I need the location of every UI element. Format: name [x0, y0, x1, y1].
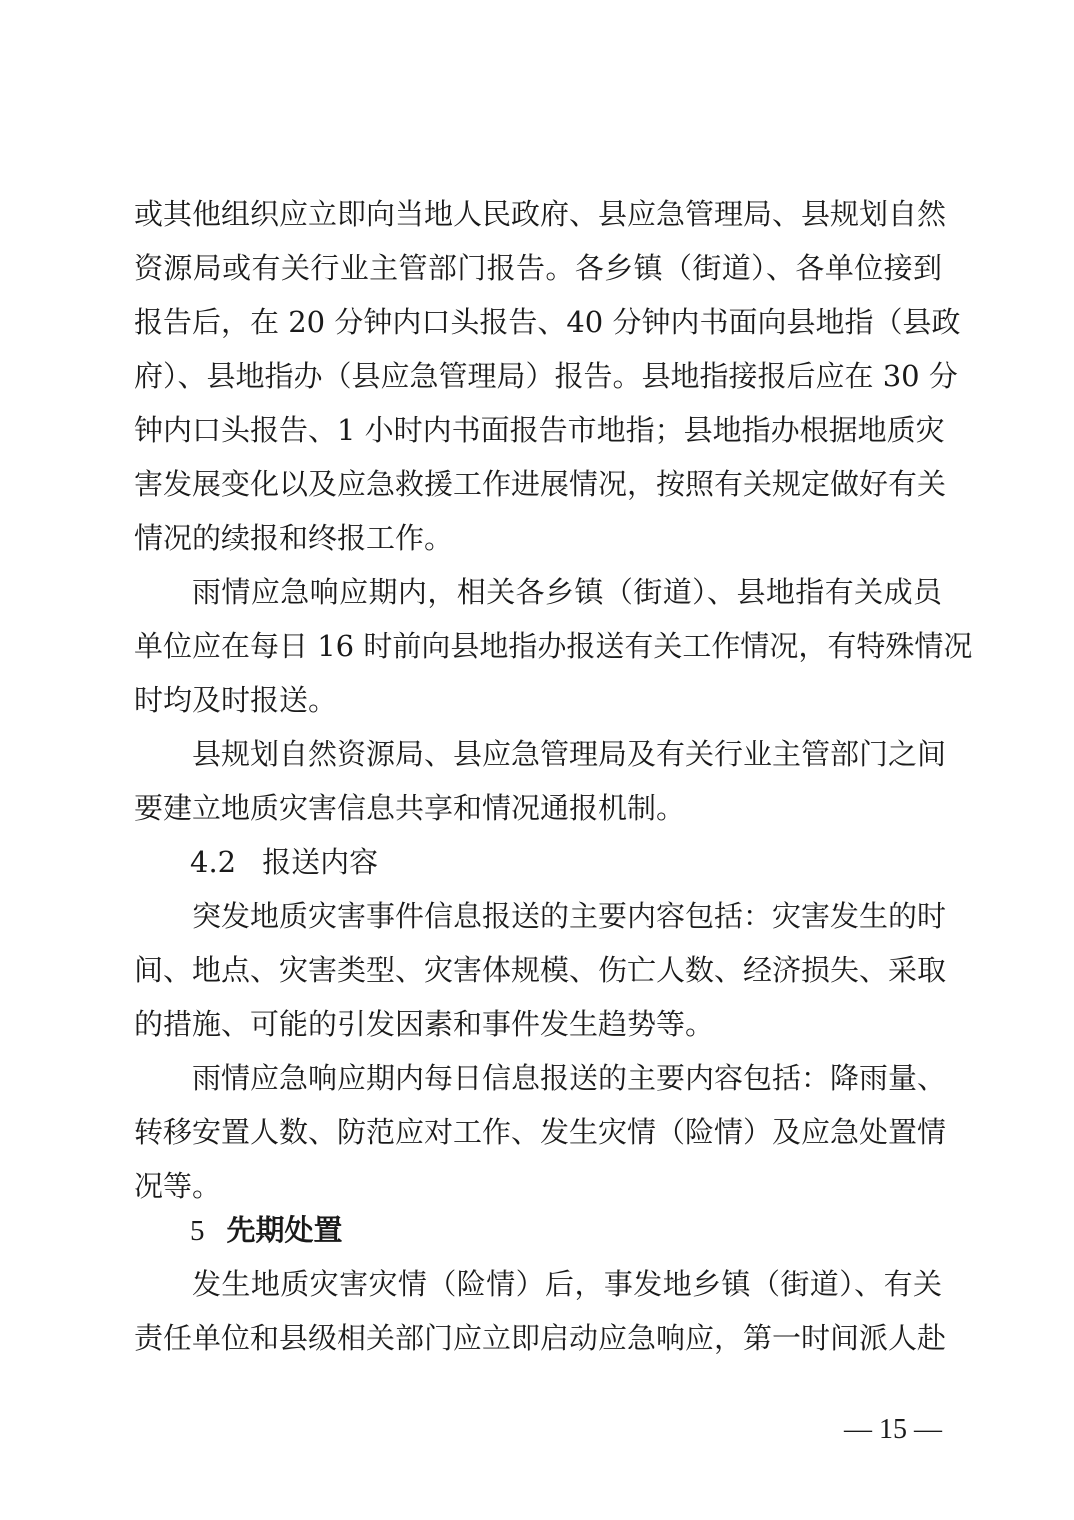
body-line: 钟内口头报告、1 小时内书面报告市地指；县地指办根据地质灾	[134, 413, 945, 447]
body-line: 雨情应急响应期内每日信息报送的主要内容包括：降雨量、	[192, 1061, 947, 1095]
page-number: — 15 —	[844, 1414, 942, 1445]
body-line: 情况的续报和终报工作。	[134, 521, 454, 555]
section-heading-5	[190, 1203, 343, 1257]
section-title: 先期处置	[226, 1213, 343, 1247]
body-line: 发生地质灾害灾情（险情）后，事发地乡镇（街道）、有关	[192, 1267, 942, 1301]
body-line: 时均及时报送。	[134, 683, 338, 717]
body-line: 资源局或有关行业主管部门报告。各乡镇（街道）、各单位接到	[134, 251, 942, 285]
body-line: 或其他组织应立即向当地人民政府、县应急管理局、县规划自然	[134, 197, 947, 231]
body-line: 责任单位和县级相关部门应立即启动应急响应，第一时间派人赴	[134, 1321, 947, 1355]
body-line: 县规划自然资源局、县应急管理局及有关行业主管部门之间	[192, 737, 947, 771]
body-line: 报告后，在 20 分钟内口头报告、40 分钟内书面向县地指（县政	[134, 305, 961, 339]
body-line: 突发地质灾害事件信息报送的主要内容包括：灾害发生的时	[192, 899, 947, 933]
body-line: 要建立地质灾害信息共享和情况通报机制。	[134, 791, 686, 825]
body-line: 单位应在每日 16 时前向县地指办报送有关工作情况，有特殊情况	[134, 629, 973, 663]
body-line: 府）、县地指办（县应急管理局）报告。县地指接报后应在 30 分	[134, 359, 958, 393]
body-line: 间、地点、灾害类型、灾害体规模、伤亡人数、经济损失、采取	[134, 953, 947, 987]
body-line: 的措施、可能的引发因素和事件发生趋势等。	[134, 1007, 715, 1041]
section-number: 5	[190, 1215, 205, 1247]
section-number: 4.2	[190, 845, 237, 879]
body-line: 雨情应急响应期内，相关各乡镇（街道）、县地指有关成员	[192, 575, 942, 609]
body-line: 害发展变化以及应急救援工作进展情况，按照有关规定做好有关	[134, 467, 947, 501]
body-line: 转移安置人数、防范应对工作、发生灾情（险情）及应急处置情	[134, 1115, 947, 1149]
body-line: 况等。	[134, 1169, 222, 1203]
section-heading-4-2	[190, 835, 378, 889]
section-title: 报送内容	[262, 845, 379, 879]
